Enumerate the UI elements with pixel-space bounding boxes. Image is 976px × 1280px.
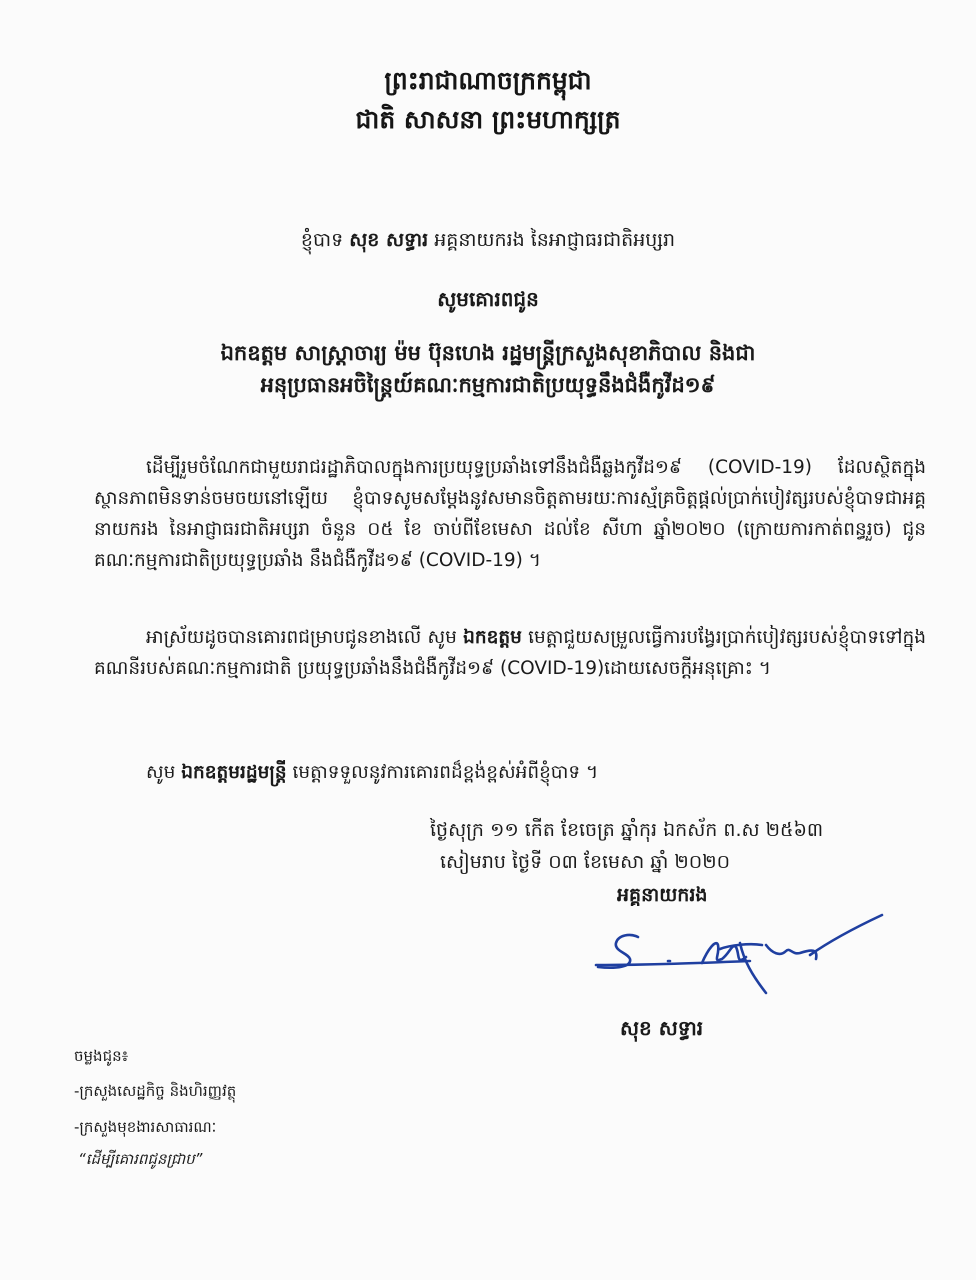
sender-line	[0, 228, 976, 256]
recipient-line2: អនុប្រធានអចិន្ត្រៃយ៍គណៈកម្មការជាតិប្រយុទ្ធនឹងជំងឺកូវីដ១៩	[260, 373, 716, 397]
cc-item-finance: -ក្រសួងសេដ្ឋកិច្ច និងហិរញ្ញវត្ថុ	[74, 1082, 237, 1100]
paragraph-3-text-a: សូម	[146, 762, 182, 783]
body-paragraph-2	[94, 622, 926, 684]
paragraph-2-text-b: មេត្តាជួយសម្រួលធ្វើការបង្វែរប្រាក់បៀវត្សរបស់ខ្ញុំបាទទៅក្នុងគណនីរបស់គណៈកម្មការជាតិ ប្រយុទ្ធប្រឆាំងនឹងជំងឺកូវីដ១៩ (COVID-19)ដោយសេចក្តីអនុគ្រោះ ។	[94, 627, 926, 679]
signer-title: អគ្គនាយករង	[617, 884, 708, 906]
body-paragraph-1	[94, 452, 926, 576]
kingdom-motto-line2: ជាតិ សាសនា ព្រះមហាក្សត្រ	[355, 105, 621, 134]
paragraph-2-bold: ឯកឧត្តម	[463, 627, 522, 648]
sender-prefix: ខ្ញុំបាទ	[300, 229, 350, 251]
kingdom-motto-line1: ព្រះរាជាណាចក្រកម្ពុជា	[384, 66, 592, 95]
signer-name: សុខ សទ្ធារ	[620, 1016, 704, 1040]
signature-image	[590, 905, 890, 1015]
paragraph-3-bold: ឯកឧត្តមរដ្ឋមន្ត្រី	[181, 762, 287, 783]
sender-name: សុខ សទ្ធារ	[349, 229, 429, 251]
recipient-line1: ឯកឧត្តម សាស្ត្រាចារ្យ ម៉ម ប៊ុនហេង រដ្ឋមន្ត្រីក្រសួងសុខាភិបាល និងជា	[220, 341, 756, 365]
solar-date: សៀមរាប ថ្ងៃទី ០៣ ខែមេសា ឆ្នាំ ២០២០	[440, 851, 731, 873]
cc-note: “ដើម្បីគោរពជូនជ្រាប”	[78, 1150, 203, 1168]
salutation: សូមគោរពជូន	[437, 287, 539, 311]
paragraph-1-text: ដើម្បីរួមចំណែកជាមួយរាជរដ្ឋាភិបាលក្នុងការប្រយុទ្ធប្រឆាំងទៅនឹងជំងឺឆ្លងកូវីដ១៩ (COVID-19) ដែលស្ថិតក្នុងស្ថានភាពមិនទាន់ចមចយនៅឡើយ ខ្ញុំបាទសូមសម្តែងនូវសមានចិត្តតាមរយៈការស្ម័គ្រចិត្តផ្តល់ប្រាក់បៀវត្សរបស់ខ្ញុំបាទជាអគ្គនាយករង នៃអាជ្ញាធរជាតិអប្សរា ចំនួន ០៥ ខែ ចាប់ពីខែមេសា ដល់ខែ សីហា ឆ្នាំ២០២០ (ក្រោយការកាត់ពន្ធរួច) ជូនគណៈកម្មការជាតិប្រយុទ្ធប្រឆាំង នឹងជំងឺកូវីដ១៩ (COVID-19) ។	[94, 457, 926, 571]
sender-title: អគ្គនាយករង នៃអាជ្ញាធរជាតិអប្សរា	[428, 229, 676, 251]
cc-item-civil-service: -ក្រសួងមុខងារសាធារណៈ	[74, 1118, 217, 1136]
lunar-date: ថ្ងៃសុក្រ ១១ កើត ខែចេត្រ ឆ្នាំកុរ ឯកស័ក ព.ស ២៥៦៣	[430, 819, 824, 841]
cc-title: ចម្លងជូន៖	[74, 1047, 129, 1065]
body-paragraph-3	[94, 757, 926, 788]
paragraph-3-text-b: មេត្តាទទួលនូវការគោរពដ៏ខ្ពង់ខ្ពស់អំពីខ្ញុំបាទ ។	[286, 762, 599, 783]
paragraph-2-text-a: អាស្រ័យដូចបានគោរពជម្រាបជូនខាងលើ សូម	[146, 627, 464, 648]
